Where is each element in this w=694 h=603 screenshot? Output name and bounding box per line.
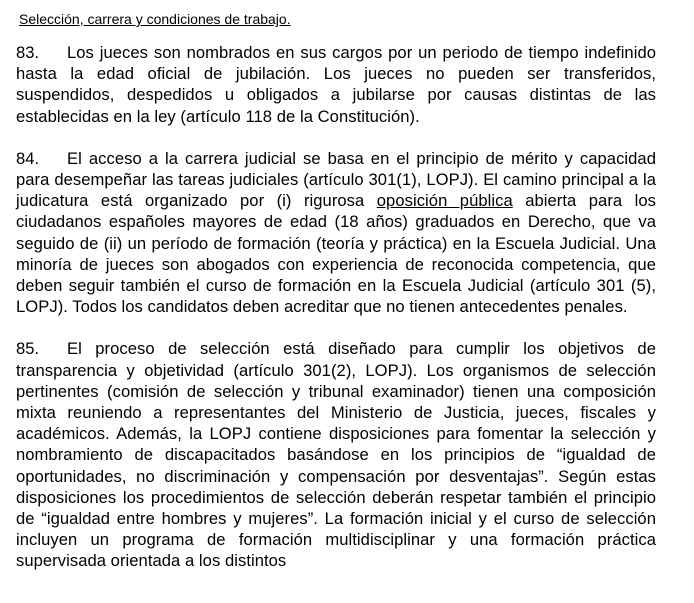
paragraph-number: 85. (16, 339, 40, 359)
underlined-term: oposición pública (376, 191, 513, 211)
document-page (16, 10, 656, 593)
paragraph-number: 83. (16, 43, 40, 62)
paragraph-84 (16, 148, 656, 318)
paragraph-text-after: abierta para los ciudadanos españoles mayores de edad (18 años) graduados en Derecho, que va seguido de (ii) un período de formación (teoría y práctica) en la Escuela Judicial. Una minoría de jueces son abogados con experiencia de reconocida competencia, que deben seguir también el curso de formación en la Escuela Judicial (artículo 301 (5), LOPJ). Todos los candidatos deben acreditar que no tienen antecedentes penales. (16, 191, 657, 317)
paragraph-number: 84. (16, 148, 40, 168)
paragraph-83 (16, 42, 656, 127)
section-heading: Selección, carrera y condiciones de trabajo. (19, 11, 291, 27)
paragraph-text: Los jueces son nombrados en sus cargos por un periodo de tiempo indefinido hasta la edad oficial de jubilación. Los jueces no pueden ser transferidos, suspendidos, despedidos u obligados a jubilarse por causas distintas de las establecidas en la ley (artículo 118 de la Constitución). (16, 43, 656, 126)
paragraph-text-before: El acceso a la carrera judicial se basa en el principio de mérito y capacidad para desempeñar las tareas judiciales (artículo 301(1), LOPJ). El camino principal a la judicatura está organizado por (i) rigurosa (16, 148, 656, 211)
paragraph-85 (16, 338, 656, 571)
paragraph-text: El proceso de selección está diseñado para cumplir los objetivos de transparencia y objetividad (artículo 301(2), LOPJ). Los organismos de selección pertinentes (comisión de selección y tribunal examinador) tienen una composición mixta reuniendo a representantes del Ministerio de Justicia, jueces, fiscales y académicos. Además, la LOPJ contiene disposiciones para fomentar la selección y nombramiento de discapacitados basándose en los principios de “igualdad de oportunidades, no discriminación y compensación por desventajas”. Según estas disposiciones los procedimientos de selección deberán respetar también el principio de “igualdad entre hombres y mujeres”. La formación inicial y el curso de selección incluyen un programa de formación multidisciplinar y una formación práctica supervisada orientada a los distintos (16, 339, 656, 571)
